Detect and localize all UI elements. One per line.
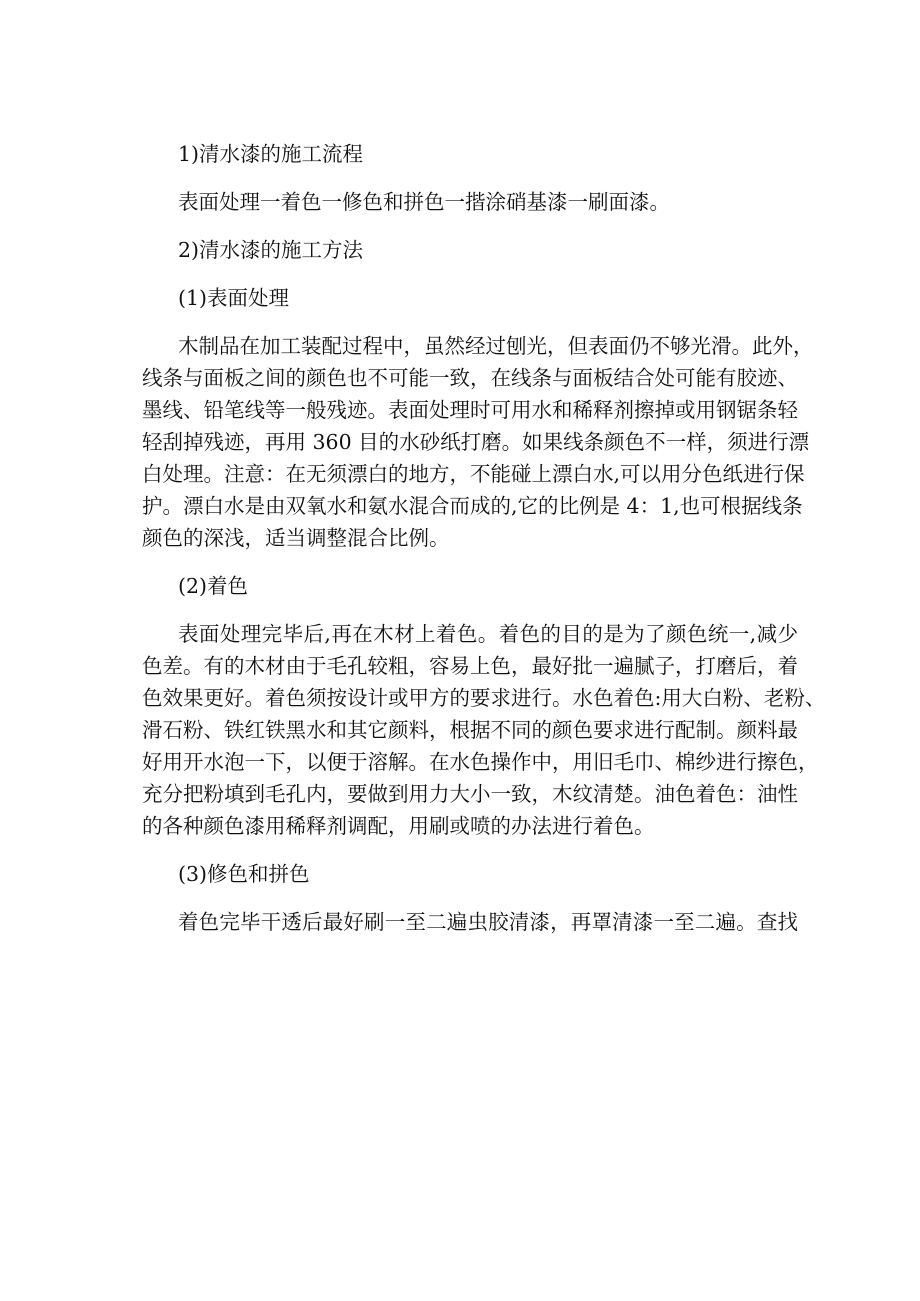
paragraph-line: 白处理。注意：在无须漂白的地方，不能碰上漂白水,可以用分色纸进行保 [142,462,805,486]
paragraph-surface-treatment [142,330,814,554]
paragraph-line: 表面处理一着色一修色和拼色一揩涂硝基漆一刷面漆。 [178,190,670,214]
paragraph-line: 好用开水泡一下，以便于溶解。在水色操作中，用旧毛巾、棉纱进行擦色， [142,750,819,774]
paragraph-line: 色差。有的木材由于毛孔较粗，容易上色，最好批一遍腻子，打磨后，着 [142,654,798,678]
paragraph-line: 着色完毕干透后最好刷一至二遍虫胶清漆，再罩清漆一至二遍。查找 [178,910,798,934]
section-heading-construction-flow: 1)清水漆的施工流程 [178,142,364,166]
section-heading-construction-method: 2)清水漆的施工方法 [178,238,364,262]
subheading-color-repair: (3)修色和拼色 [178,862,310,886]
subheading-coloring: (2)着色 [178,574,249,598]
paragraph-coloring [142,618,826,842]
paragraph-line: 颜色的深浅，适当调整混合比例。 [142,526,450,550]
document-body [142,138,826,954]
paragraph-line: 护。漂白水是由双氧水和氨水混合而成的,它的比例是 4：1,也可根据线条 [142,494,803,518]
paragraph-flow-steps [142,186,798,218]
paragraph-line: 充分把粉填到毛孔内，要做到用力大小一致，木纹清楚。油色着色：油性 [142,782,798,806]
paragraph-line: 线条与面板之间的颜色也不可能一致，在线条与面板结合处可能有胶迹、 [142,366,798,390]
paragraph-line: 的各种颜色漆用稀释剂调配，用刷或喷的办法进行着色。 [142,814,655,838]
paragraph-line: 色效果更好。着色须按设计或甲方的要求进行。水色着色:用大白粉、老粉、 [142,686,826,710]
paragraph-line: 墨线、铅笔线等一般残迹。表面处理时可用水和稀释剂擦掉或用钢锯条轻 [142,398,798,422]
paragraph-line: 轻刮掉残迹，再用 360 目的水砂纸打磨。如果线条颜色不一样，须进行漂 [142,430,810,454]
paragraph-color-repair [142,906,798,938]
paragraph-line: 滑石粉、铁红铁黑水和其它颜料，根据不同的颜色要求进行配制。颜料最 [142,718,798,742]
paragraph-line: 表面处理完毕后,再在木材上着色。着色的目的是为了颜色统一,减少 [178,622,798,646]
paragraph-line: 木制品在加工装配过程中，虽然经过刨光，但表面仍不够光滑。此外， [178,334,814,358]
subheading-surface-treatment: (1)表面处理 [178,286,290,310]
